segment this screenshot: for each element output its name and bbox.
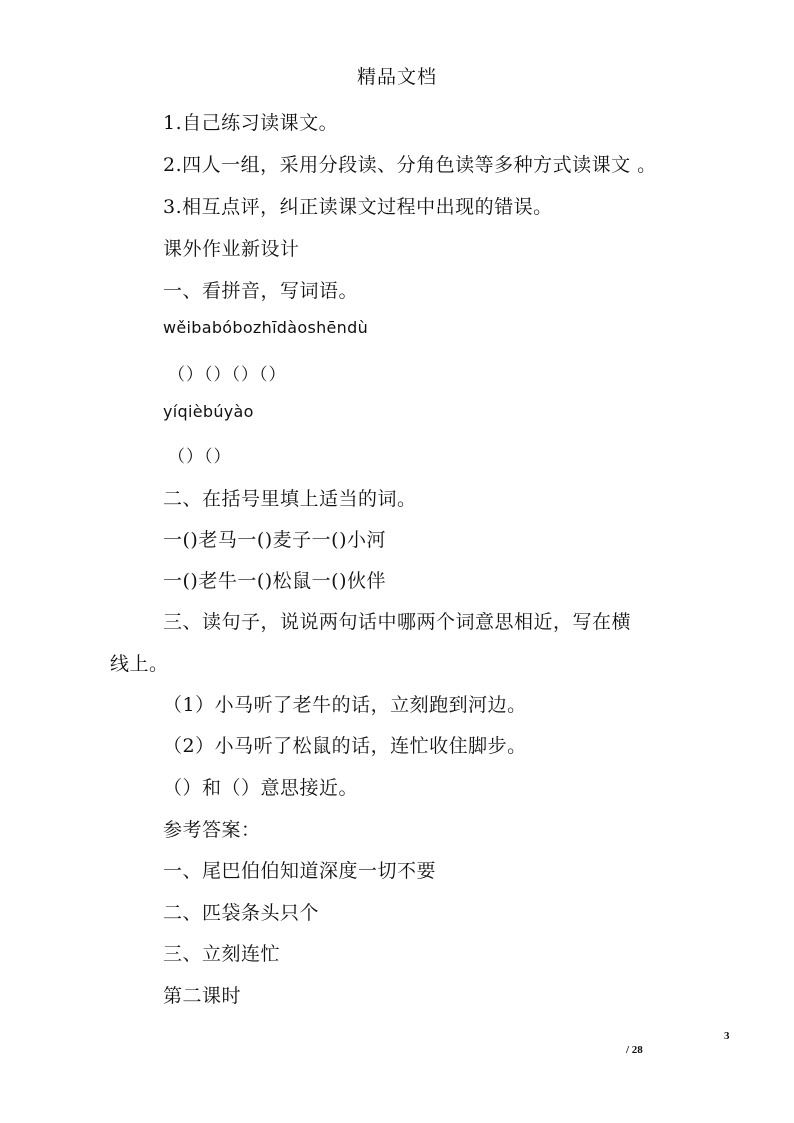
pinyin-line-1: wěibabóbozhīdàoshēndù xyxy=(163,318,369,337)
exercise-3-heading-continued: 线上。 xyxy=(110,653,169,675)
fill-in-row-2: 一()老牛一()松鼠一()伙伴 xyxy=(163,570,386,592)
exercise-2-heading: 二、在括号里填上适当的词。 xyxy=(163,488,417,510)
synonym-blank-line: （）和（）意思接近。 xyxy=(163,777,359,799)
page-number: 3 xyxy=(724,1030,730,1042)
instruction-line-2: 2.四人一组，采用分段读、分角色读等多种方式读课文 。 xyxy=(163,154,657,176)
answer-key-heading: 参考答案： xyxy=(163,819,261,841)
instruction-line-3: 3.相互点评，纠正读课文过程中出现的错误。 xyxy=(163,196,553,218)
blank-parens-row-2: （）（） xyxy=(168,447,232,467)
fill-in-row-1: 一()老马一()麦子一()小河 xyxy=(163,529,386,551)
blank-parens-row-1: （）（）（）（） xyxy=(168,365,287,385)
page-header-title: 精品文档 xyxy=(356,66,437,88)
exercise-3-heading: 三、读句子，说说两句话中哪两个词意思相近，写在横 xyxy=(163,611,632,633)
pinyin-line-2: yíqièbúyào xyxy=(163,402,254,421)
sentence-1: （1）小马听了老牛的话，立刻跑到河边。 xyxy=(163,694,527,716)
sentence-2: （2）小马听了松鼠的话，连忙收住脚步。 xyxy=(163,735,527,757)
section-heading-second-lesson: 第二课时 xyxy=(163,985,242,1007)
section-heading-homework: 课外作业新设计 xyxy=(163,238,300,260)
answer-1: 一、尾巴伯伯知道深度一切不要 xyxy=(163,860,437,882)
page-total: / 28 xyxy=(626,1044,643,1056)
instruction-line-1: 1.自己练习读课文。 xyxy=(163,112,339,134)
answer-3: 三、立刻连忙 xyxy=(163,943,281,965)
answer-2: 二、匹袋条头只个 xyxy=(163,902,320,924)
exercise-1-heading: 一、看拼音，写词语。 xyxy=(163,280,359,302)
